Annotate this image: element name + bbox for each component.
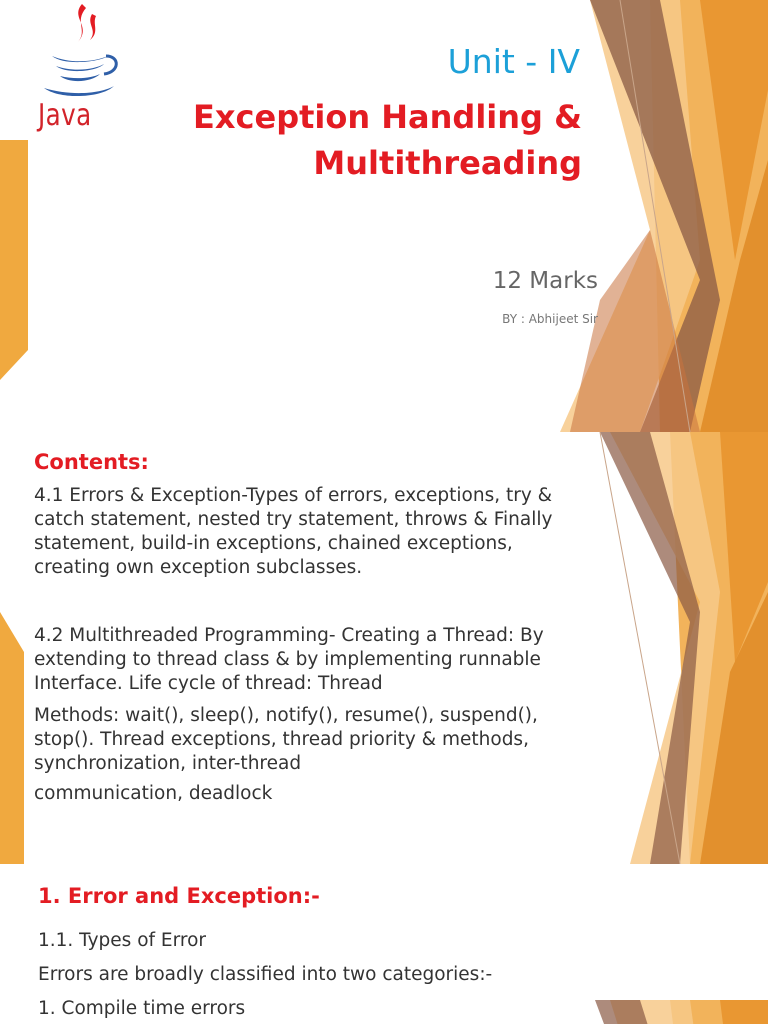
title-line-1: Exception Handling & <box>193 98 582 136</box>
marks-label: 12 Marks <box>492 268 598 294</box>
contents-paragraph-4: communication, deadlock <box>34 783 273 804</box>
contents-paragraph-3: Methods: wait(), sleep(), notify(), resume(), suspend(), stop(). Thread exceptions, thread priority & methods, synchronization, inter-thread <box>34 705 538 774</box>
slide-title <box>102 94 582 186</box>
subsection-title: 1.1. Types of Error <box>38 930 206 951</box>
java-logo-text: Java <box>38 98 92 133</box>
section-heading: 1. Error and Exception:- <box>38 884 320 908</box>
coffee-cup-icon <box>30 0 126 100</box>
contents-slide <box>0 432 768 864</box>
contents-paragraph-2: 4.2 Multithreaded Programming- Creating a Thread: By extending to thread class & by implementing runnable Interface. Life cycle of thread: Thread <box>34 625 544 694</box>
error-exception-slide <box>0 864 768 1024</box>
left-orange-shape <box>0 140 28 380</box>
contents-heading: Contents: <box>34 450 149 474</box>
title-slide <box>0 0 768 432</box>
list-item: 1. Compile time errors <box>38 998 246 1019</box>
left-orange-shape <box>0 612 24 864</box>
unit-label: Unit - IV <box>447 42 580 81</box>
title-line-2: Multithreading <box>313 144 582 182</box>
body-line: Errors are broadly classified into two categories:- <box>38 964 493 985</box>
contents-paragraph-1: 4.1 Errors & Exception-Types of errors, exceptions, try & catch statement, nested try statement, throws & Finally statement, build-in exceptions, chained exceptions, creating own exception subclasses. <box>34 485 553 578</box>
author-label: BY : Abhijeet Sir <box>502 312 598 326</box>
